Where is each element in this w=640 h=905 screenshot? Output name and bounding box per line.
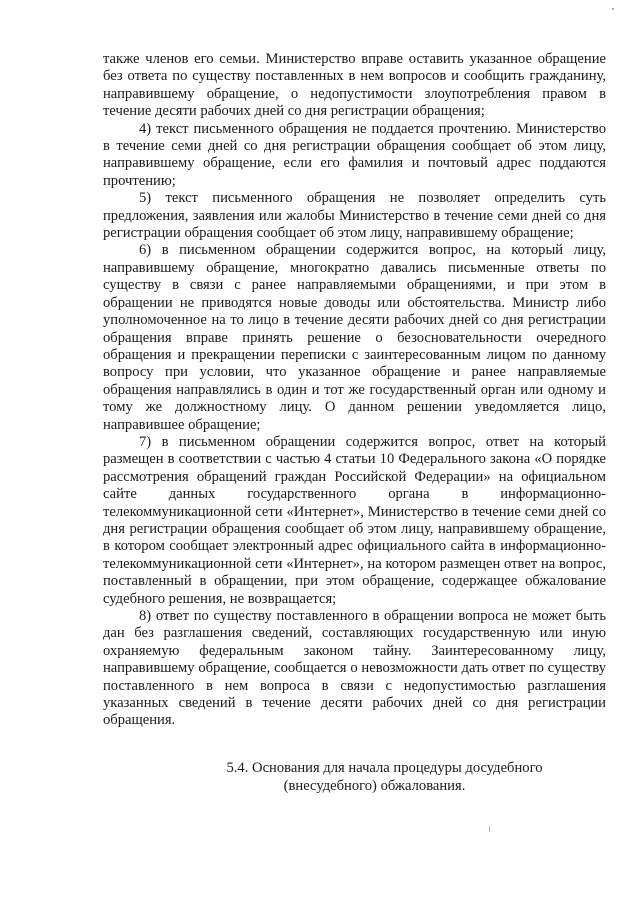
scan-speck — [489, 826, 490, 832]
paragraph-item-4: 4) текст письменного обращения не поддается прочтению. Министерство в течение семи дней со дня регистрации обращения сообщает об этом лицу, направившему обращение, если его фамилия и почтовый адрес поддаются прочтению; — [103, 120, 606, 189]
paragraph-continuation: также членов его семьи. Министерство вправе оставить указанное обращение без ответа по существу поставленных в нем вопросов и сообщить гражданину, направившему обращение, о недопустимости злоупотребления правом в течение десяти рабочих дней со дня регистрации обращения; — [103, 51, 606, 120]
paragraph-item-5: 5) текст письменного обращения не позволяет определить суть предложения, заявления или жалобы Министерство в течение семи дней со дня регистрации обращения сообщает об этом лицу, направившему обращение; — [103, 190, 606, 242]
scan-speck — [612, 8, 614, 10]
paragraph-item-6: 6) в письменном обращении содержится вопрос, на который лицу, направившему обращение, многократно давались письменные ответы по существу в связи с ранее направляемыми обращениями, и при этом в обращении не приводятся новые доводы или обстоятельства. Министр либо уполномоченное на то лицо в течение десяти рабочих дней со дня регистрации обращения вправе принять решение о безосновательности очередного обращения и прекращении переписки с заинтересованным лицом по данному вопросу при условии, что указанное обращение и ранее направляемые обращения направлялись в один и тот же государственный орган или одному и тому же должностному лицу. О данном решении уведомляется лицо, направившее обращение; — [103, 242, 606, 433]
section-heading — [103, 759, 606, 795]
paragraph-item-7: 7) в письменном обращении содержится вопрос, ответ на который размещен в соответствии с частью 4 статьи 10 Федерального закона «О порядке рассмотрения обращений граждан Российской Федерации» на официальном сайте данных государственного органа в информационно-телекоммуникационной сети «Интернет», Министерство в течение семи дней со дня регистрации обращения сообщает об этом лицу, направившему обращение, в котором сообщает электронный адрес официального сайта в информационно-телекоммуникационной сети «Интернет», на котором размещен ответ на вопрос, поставленный в обращении, при этом обращение, содержащее обжалование судебного решения, не возвращается; — [103, 433, 606, 607]
section-heading-line-2: (внесудебного) обжалования. — [283, 778, 466, 794]
section-heading-line-1: 5.4. Основания для начала процедуры досудебного — [226, 760, 543, 776]
document-body — [103, 51, 606, 730]
paragraph-item-8: 8) ответ по существу поставленного в обращении вопроса не может быть дан без разглашения сведений, составляющих государственную или иную охраняемую федеральным законом тайну. Заинтересованному лицу, направившему обращение, сообщается о невозможности дать ответ по существу поставленного в нем вопроса в связи с недопустимостью разглашения указанных сведений в течение десяти рабочих дней со дня регистрации обращения. — [103, 608, 606, 729]
